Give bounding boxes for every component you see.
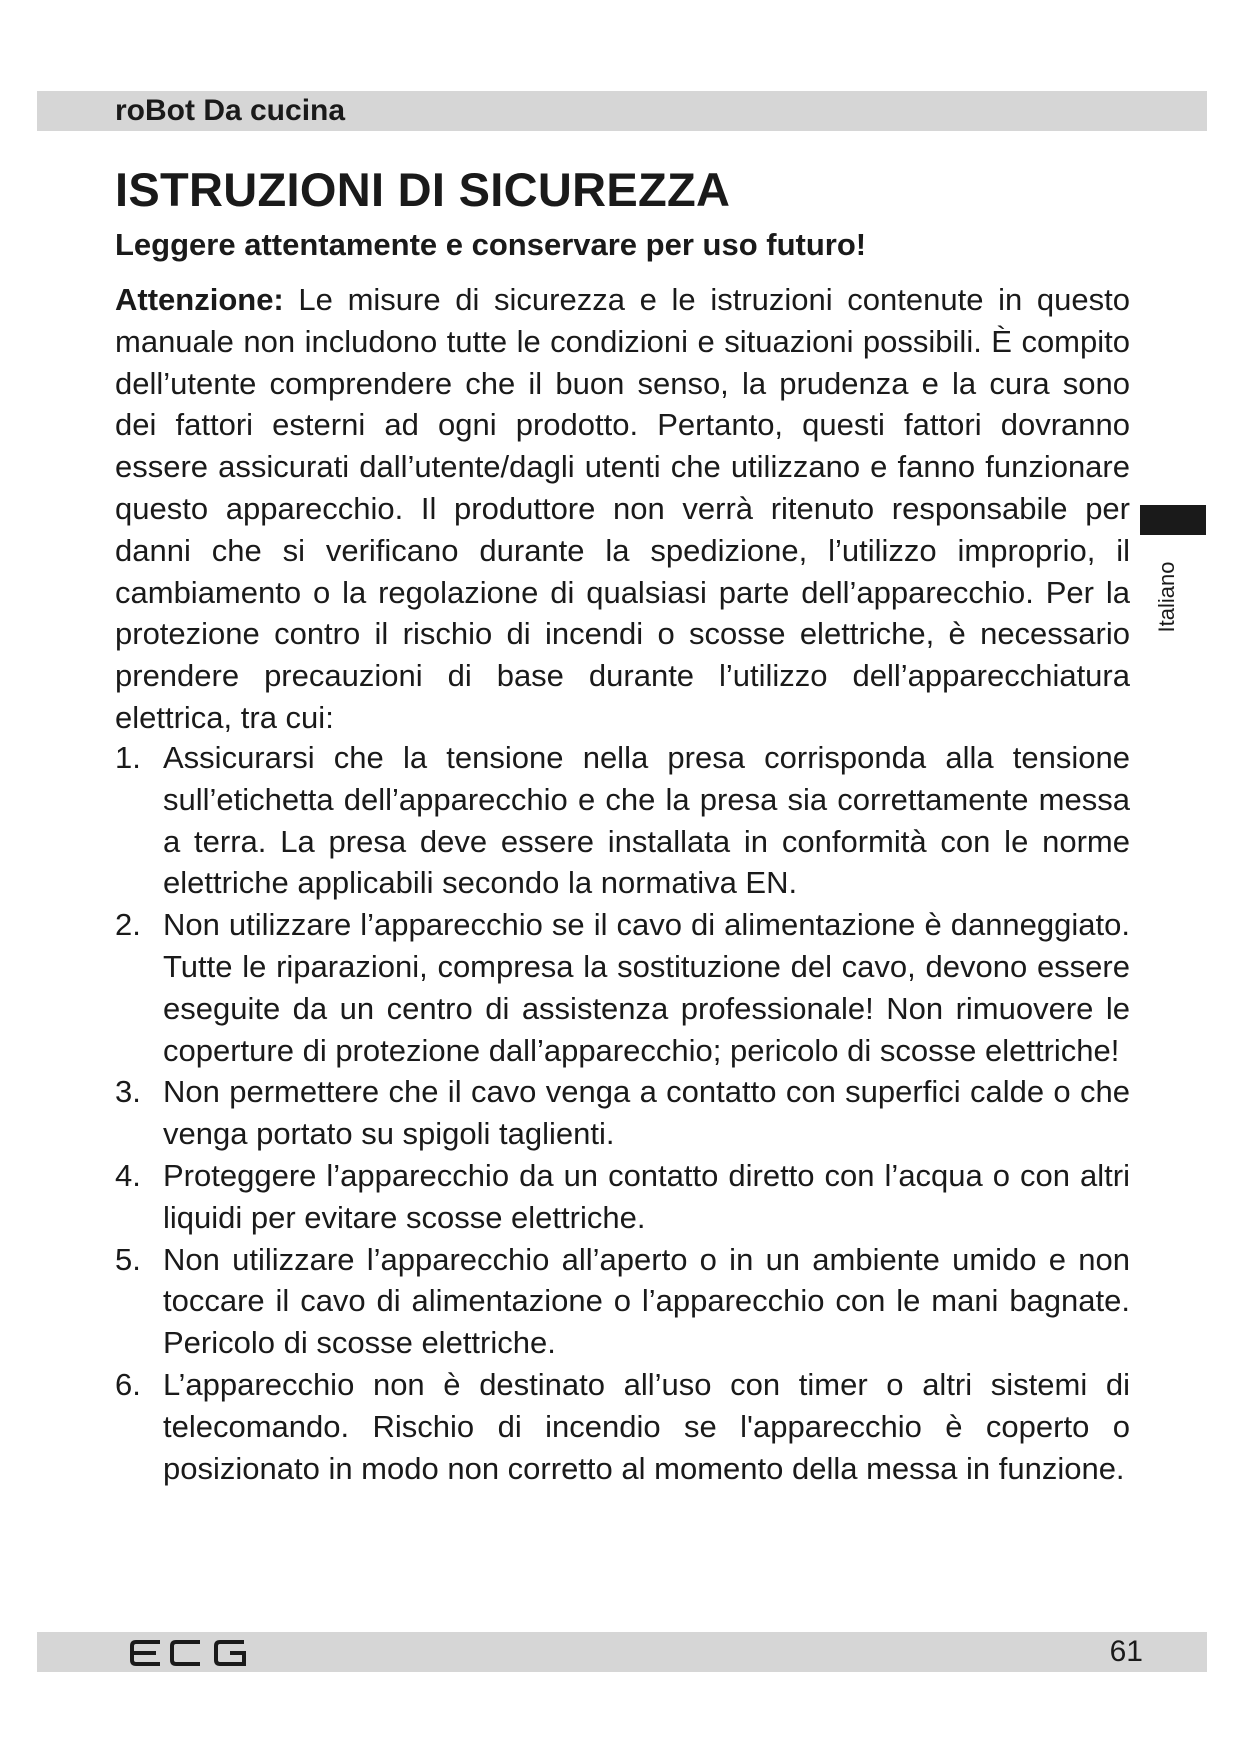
page-number: 61	[1109, 1635, 1143, 1668]
list-item-number: 4.	[115, 1157, 141, 1193]
intro-text: Le misure di sicurezza e le istruzioni contenute in questo manuale non includono tutte le condizioni e situazioni possibili. È compito dell’utente comprendere che il buon senso, la prudenza e la cura sono dei fattori esterni ad ogni prodotto. Pertanto, questi fattori dovranno essere assicurati dall’utente/dagli utenti che utilizzano e fanno funzionare questo apparecchio. Il produttore non verrà ritenuto responsabile per danni che si verificano durante la spedizione, l’utilizzo improprio, il cambiamento o la regolazione di qualsiasi parte dell’apparecchio. Per la protezione contro il rischio di incendi o scosse elettriche, è necessario prendere precauzioni di base durante l’utilizzo dell’apparecchiatura elettrica, tra cui:	[115, 282, 1130, 735]
language-tab-marker	[1140, 505, 1206, 535]
list-item-text: Proteggere l’apparecchio da un contatto diretto con l’acqua o con altri liquidi per evitare scosse elettriche.	[163, 1157, 1130, 1235]
intro-lead: Attenzione:	[115, 282, 284, 317]
list-item-number: 5.	[115, 1241, 141, 1277]
ecg-logo	[130, 1638, 250, 1668]
list-item	[115, 1155, 1130, 1239]
list-item-number: 2.	[115, 907, 141, 943]
list-item	[115, 904, 1130, 1071]
list-item-text: Assicurarsi che la tensione nella presa corrisponda alla tensione sull’etichetta dell’apparecchio e che la presa sia correttamente messa a terra. La presa deve essere installata in conformità con le norme elettriche applicabili secondo la normativa EN.	[163, 740, 1130, 901]
list-item-text: L’apparecchio non è destinato all’uso con timer o altri sistemi di telecomando. Rischio di incendio se l'apparecchio è coperto o posizionato in modo non corretto al momento della messa in funzione.	[163, 1366, 1130, 1486]
safety-list	[115, 737, 1130, 1489]
list-item-text: Non permettere che il cavo venga a contatto con superfici calde o che venga portato su spigoli taglienti.	[163, 1074, 1130, 1152]
list-item-number: 1.	[115, 740, 141, 775]
language-label: Italiano	[1154, 561, 1179, 633]
intro-paragraph	[115, 279, 1130, 739]
list-item-number: 6.	[115, 1366, 141, 1402]
list-item	[115, 737, 1130, 904]
list-item	[115, 1239, 1130, 1364]
list-item-text: Non utilizzare l’apparecchio all’aperto o in un ambiente umido e non toccare il cavo di alimentazione o l’apparecchio con le mani bagnate. Pericolo di scosse elettriche.	[163, 1241, 1130, 1361]
list-item	[115, 1364, 1130, 1489]
page-title: ISTRUZIONI DI SICUREZZA	[115, 163, 731, 216]
footer-bar	[37, 1632, 1207, 1672]
header-bar	[37, 91, 1207, 131]
list-item	[115, 1071, 1130, 1155]
list-item-text: Non utilizzare l’apparecchio se il cavo di alimentazione è danneggiato. Tutte le riparazioni, compresa la sostituzione del cavo, devono essere eseguite da un centro di assistenza professionale! Non rimuovere le coperture di protezione dall’apparecchio; pericolo di scosse elettriche!	[163, 907, 1130, 1068]
list-item-number: 3.	[115, 1074, 141, 1110]
subtitle: Leggere attentamente e conservare per uso futuro!	[115, 227, 867, 262]
header-title: roBot Da cucina	[115, 94, 346, 127]
